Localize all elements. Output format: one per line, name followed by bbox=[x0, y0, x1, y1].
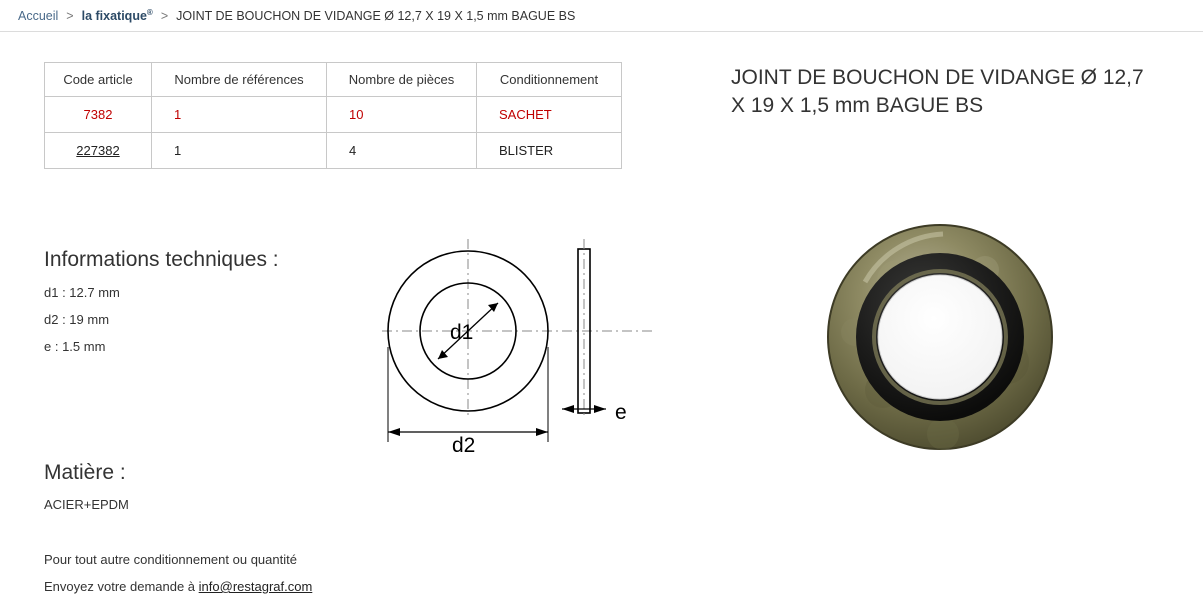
column-header-code: Code article bbox=[45, 63, 152, 97]
spec-d2: d2 : 19 mm bbox=[44, 312, 110, 327]
cell-conditionnement: BLISTER bbox=[477, 133, 622, 169]
column-header-pieces: Nombre de pièces bbox=[327, 63, 477, 97]
article-table bbox=[44, 62, 622, 169]
cell-references: 1 bbox=[152, 97, 327, 133]
spec-d1: d1 : 12.7 mm bbox=[44, 285, 120, 300]
table-row[interactable] bbox=[45, 133, 622, 169]
breadcrumb-category-label: la fixatique bbox=[81, 9, 147, 24]
footer-note-line-2 bbox=[44, 579, 312, 594]
article-code-link[interactable]: 227382 bbox=[76, 143, 120, 158]
footer-note-line-1: Pour tout autre conditionnement ou quantité bbox=[44, 552, 297, 567]
technical-info-heading: Informations techniques : bbox=[44, 248, 279, 271]
table-header-row bbox=[45, 63, 622, 97]
page-title: JOINT DE BOUCHON DE VIDANGE Ø 12,7 X 19 X 1,5 mm BAGUE BS bbox=[731, 66, 1144, 117]
table-row[interactable] bbox=[45, 97, 622, 133]
registered-icon: ® bbox=[146, 7, 153, 17]
matiere-heading: Matière : bbox=[44, 461, 126, 484]
breadcrumb-separator-2: > bbox=[160, 8, 169, 23]
column-header-conditionnement: Conditionnement bbox=[477, 63, 622, 97]
cell-references: 1 bbox=[152, 133, 327, 169]
drawing-label-d1: d1 bbox=[450, 321, 474, 344]
cell-conditionnement: SACHET bbox=[477, 97, 622, 133]
footer-note-prefix: Envoyez votre demande à bbox=[44, 579, 199, 594]
right-column bbox=[700, 32, 1203, 578]
cell-pieces: 10 bbox=[327, 97, 477, 133]
cell-pieces: 4 bbox=[327, 133, 477, 169]
cell-code[interactable] bbox=[45, 133, 152, 169]
technical-drawing bbox=[380, 237, 665, 457]
breadcrumb bbox=[0, 0, 1203, 32]
breadcrumb-separator-1: > bbox=[66, 8, 74, 23]
breadcrumb-current: JOINT DE BOUCHON DE VIDANGE Ø 12,7 X 19 X 1,5 mm BAGUE BS bbox=[176, 8, 576, 23]
breadcrumb-home[interactable]: Accueil bbox=[18, 8, 59, 23]
column-header-references: Nombre de références bbox=[152, 63, 327, 97]
matiere-value: ACIER+EPDM bbox=[44, 497, 129, 512]
breadcrumb-category[interactable] bbox=[82, 8, 153, 23]
page-body bbox=[0, 32, 1203, 594]
cell-code[interactable] bbox=[45, 97, 152, 133]
product-photo bbox=[825, 222, 1055, 452]
article-code-link[interactable]: 7382 bbox=[83, 107, 113, 122]
drawing-label-d2: d2 bbox=[452, 434, 476, 457]
drawing-label-e: e bbox=[615, 401, 627, 424]
spec-e: e : 1.5 mm bbox=[44, 339, 106, 354]
left-column bbox=[0, 32, 700, 594]
email-link[interactable]: info@restagraf.com bbox=[198, 579, 313, 594]
